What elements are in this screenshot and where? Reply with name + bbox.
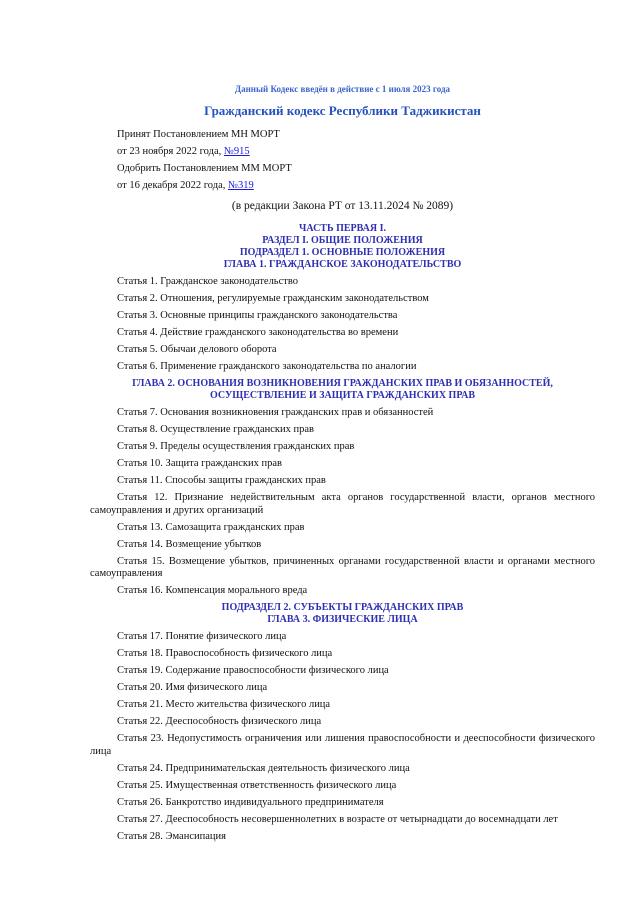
toc-article: Статья 5. Обычаи делового оборота bbox=[117, 344, 277, 355]
section-heading-line: ЧАСТЬ ПЕРВАЯ I. bbox=[299, 223, 386, 234]
toc-article: Статья 25. Имущественная ответственность физического лица bbox=[117, 779, 397, 791]
toc-article: Статья 28. Эмансипация bbox=[117, 830, 226, 842]
toc-article: Статья 2. Отношения, регулируемые гражданским законодательством bbox=[117, 293, 429, 304]
section-heading-line: ГЛАВА 1. ГРАЖДАНСКОЕ ЗАКОНОДАТЕЛЬСТВО bbox=[223, 259, 462, 270]
toc-article: Статья 12. Признание недействительным акта органов государственной власти, органов местного самоуправления и других организаций bbox=[90, 492, 595, 516]
toc-article: Статья 17. Понятие физического лица bbox=[117, 631, 287, 642]
toc-article: Статья 13. Самозащита гражданских прав bbox=[117, 521, 305, 533]
toc-article: Статья 19. Содержание правоспособности физического лица bbox=[117, 665, 389, 676]
enactment-notice: Данный Кодекс введён в действие с 1 июля 2023 года bbox=[234, 84, 451, 94]
resolution-319-link[interactable]: №319 bbox=[227, 180, 254, 191]
section-heading-line: ГЛАВА 3. ФИЗИЧЕСКИЕ ЛИЦА bbox=[267, 614, 418, 625]
table-of-contents bbox=[90, 223, 595, 843]
edition-line: (в редакции Закона РТ от 13.11.2024 № 2089) bbox=[231, 200, 454, 212]
section-heading-line: РАЗДЕЛ I. ОБЩИЕ ПОЛОЖЕНИЯ bbox=[262, 235, 423, 246]
approved-line: Одобрить Постановлением ММ МОРТ bbox=[117, 163, 292, 174]
toc-article: Статья 16. Компенсация морального вреда bbox=[117, 585, 308, 596]
toc-article: Статья 14. Возмещение убытков bbox=[117, 538, 262, 550]
adopted-date-text: от 23 ноября 2022 года, bbox=[117, 146, 224, 157]
section-heading-line: ГЛАВА 2. ОСНОВАНИЯ ВОЗНИКНОВЕНИЯ ГРАЖДАНСКИХ ПРАВ И ОБЯЗАННОСТЕЙ, bbox=[132, 378, 553, 389]
toc-article: Статья 24. Предпринимательская деятельность физического лица bbox=[117, 762, 410, 774]
document-title: Гражданский кодекс Республики Таджикистан bbox=[204, 103, 481, 118]
adopted-date-line bbox=[90, 146, 595, 158]
toc-article: Статья 3. Основные принципы гражданского законодательства bbox=[117, 310, 398, 321]
approved-date-text: от 16 декабря 2022 года, bbox=[117, 180, 228, 191]
toc-article: Статья 21. Место жительства физического лица bbox=[117, 699, 331, 710]
toc-article: Статья 15. Возмещение убытков, причиненных органами государственной власти и органами местного самоуправления bbox=[90, 555, 595, 579]
section-heading-line: ПОДРАЗДЕЛ 2. СУБЪЕКТЫ ГРАЖДАНСКИХ ПРАВ bbox=[221, 602, 464, 613]
toc-article: Статья 20. Имя физического лица bbox=[117, 682, 268, 693]
adopted-line: Принят Постановлением МН МОРТ bbox=[117, 129, 280, 140]
toc-article: Статья 11. Способы защиты гражданских прав bbox=[117, 475, 326, 486]
toc-article: Статья 6. Применение гражданского законодательства по аналогии bbox=[117, 361, 417, 372]
section-heading-line: ПОДРАЗДЕЛ 1. ОСНОВНЫЕ ПОЛОЖЕНИЯ bbox=[239, 247, 446, 258]
toc-article: Статья 22. Дееспособность физического лица bbox=[117, 716, 322, 727]
toc-article: Статья 1. Гражданское законодательство bbox=[117, 276, 298, 287]
toc-article: Статья 4. Действие гражданского законодательства во времени bbox=[117, 327, 399, 338]
toc-article: Статья 23. Недопустимость ограничения или лишения правоспособности и дееспособности физического лица bbox=[90, 733, 595, 757]
section-heading-line: ОСУЩЕСТВЛЕНИЕ И ЗАЩИТА ГРАЖДАНСКИХ ПРАВ bbox=[209, 390, 476, 401]
toc-article: Статья 26. Банкротство индивидуального предпринимателя bbox=[117, 796, 384, 808]
toc-article: Статья 8. Осуществление гражданских прав bbox=[117, 424, 314, 435]
toc-article: Статья 10. Защита гражданских прав bbox=[117, 458, 283, 469]
section-heading bbox=[90, 223, 595, 271]
section-heading bbox=[90, 602, 595, 626]
toc-article: Статья 27. Дееспособность несовершеннолетних в возрасте от четырнадцати до восемнадцати лет bbox=[117, 813, 558, 825]
resolution-915-link[interactable]: №915 bbox=[223, 146, 250, 157]
toc-article: Статья 9. Пределы осуществления гражданских прав bbox=[117, 441, 355, 452]
approved-date-line bbox=[90, 180, 595, 192]
toc-article: Статья 7. Основания возникновения гражданских прав и обязанностей bbox=[117, 407, 434, 418]
section-heading bbox=[90, 378, 595, 402]
toc-article: Статья 18. Правоспособность физического лица bbox=[117, 648, 333, 659]
